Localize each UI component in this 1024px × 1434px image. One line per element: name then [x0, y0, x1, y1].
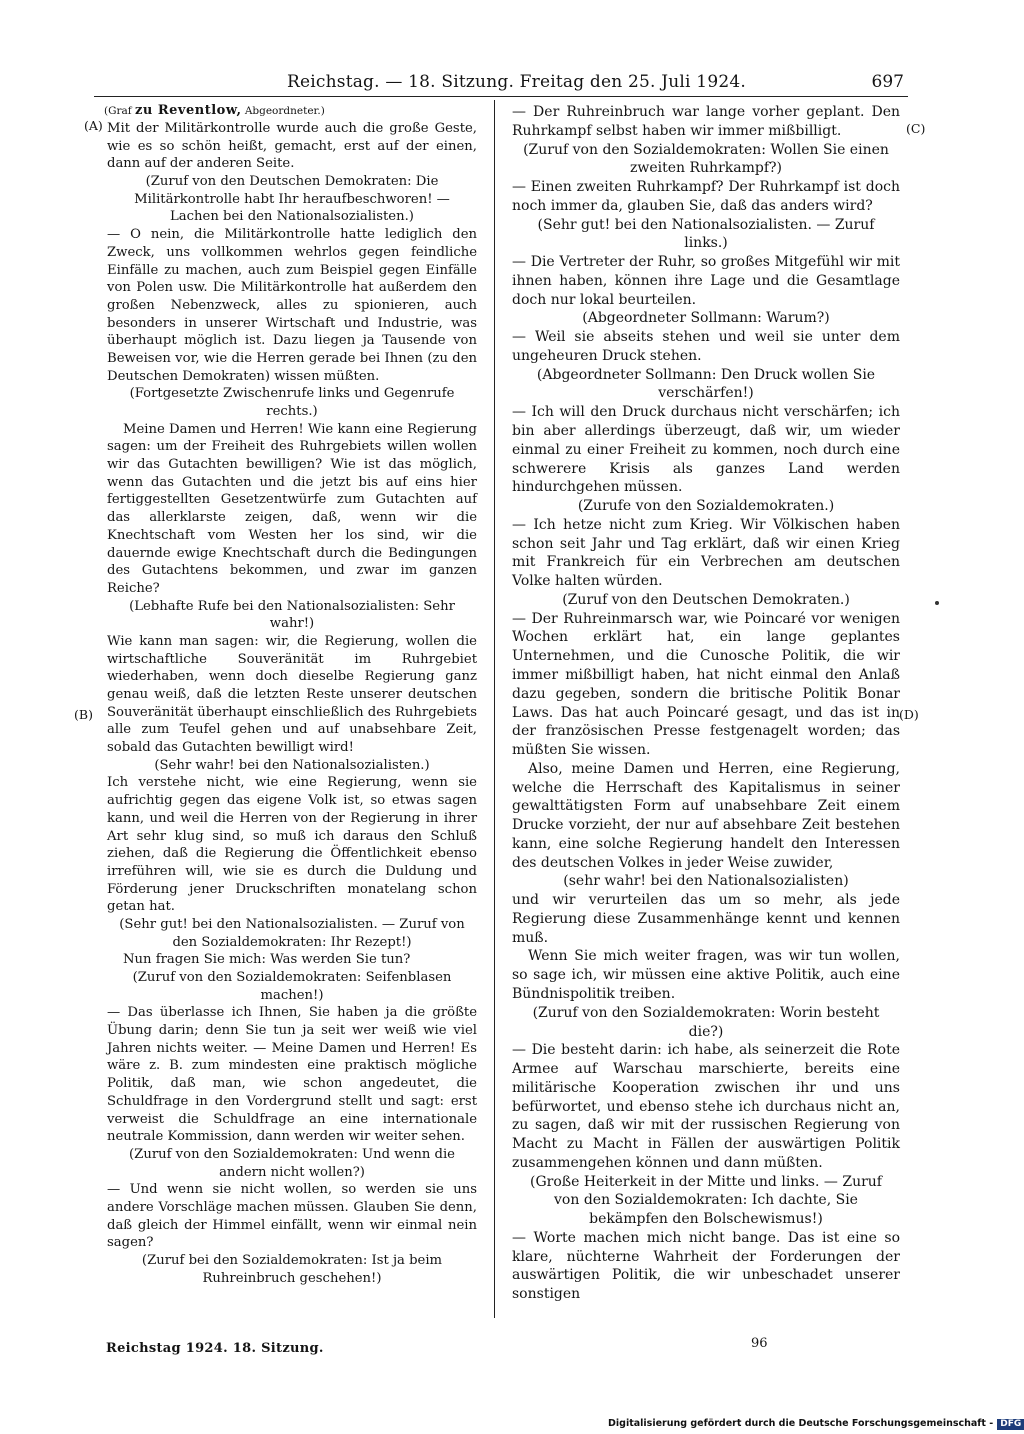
paragraph: — Ich will den Druck durchaus nicht verschärfen; ich bin aber allerdings überzeugt, daß wir, um wieder einmal zu einer Freiheit zu kommen, noch durch eine schwerere Krisis als ganzes Land werden hindurchgehen müssen. [512, 404, 900, 496]
interjection: (Sehr gut! bei den Nationalsozialisten. — Zuruf von den Sozialdemokraten: Ihr Rezept!) [119, 916, 465, 950]
speaker-line [104, 103, 477, 119]
running-header [94, 72, 904, 98]
interjection: (Zuruf von den Sozialdemokraten: Seifenblasen machen!) [132, 970, 452, 1003]
paragraph: Wenn Sie mich weiter fragen, was wir tun wollen, so sage ich, wir müssen eine aktive Politik, auch eine Bündnispolitik treiben. [512, 948, 900, 1002]
margin-mark-c: (C) [906, 121, 926, 136]
column-divider [494, 100, 495, 1318]
speaker-prefix: (Graf [104, 105, 135, 117]
interjection: (Zuruf von den Sozialdemokraten: Und wenn die andern nicht wollen?) [129, 1146, 455, 1180]
footer-volume: Reichstag 1924. 18. Sitzung. [106, 1341, 324, 1356]
paragraph: Wie kann man sagen: wir, die Regierung, wollen die wirtschaftliche Souveränität im Ruhrgebiet wiederhaben, wenn doch dieselbe Regierung ganz genau weiß, daß die letzten Reste unserer deutschen Souveränität überhaupt einschließlich des Ruhrgebiets alle zum Teufel gehen und auf unabsehbare Zeit, sobald das Gutachten bewilligt wird! [107, 633, 477, 756]
margin-mark-a: (A) [84, 118, 103, 133]
paragraph: und wir verurteilen das um so mehr, als jede Regierung diese Zusammenhänge kennt und kennen muß. [512, 892, 900, 946]
paragraph: — Das überlasse ich Ihnen, Sie haben ja die größte Übung darin; denn Sie tun ja seit wer weiß wie viel Jahren nichts weiter. — Meine Damen und Herren! Es wäre z. B. zum mindesten eine praktisch mögliche Politik, daß man, wie schon angedeutet, die Schuldfrage in den Vordergrund stellt und sagt: erst verweist die Schuldfrage an eine internationale neutrale Kommission, dann werden wir weiter sehen. [107, 1005, 477, 1145]
dfg-logo: DFG [997, 1419, 1024, 1430]
interjection: (Sehr wahr! bei den Nationalsozialisten.) [154, 757, 430, 773]
interjection: (sehr wahr! bei den Nationalsozialisten) [563, 873, 849, 890]
digitization-text: Digitalisierung gefördert durch die Deutsche Forschungsgemeinschaft - [608, 1418, 994, 1429]
paragraph: — O nein, die Militärkontrolle hatte lediglich den Zweck, uns vollkommen wehrlos gegen feindliche Einfälle zu machen, auch zum Beispiel gegen Einfälle von Polen usw. Die Militärkontrolle hat außerdem den großen Nebenzweck, alles zu spionieren, auch besonders in unserer Wirtschaft und Industrie, was überhaupt möglich ist. Dazu liegen ja Tausende von Beweisen vor, wie die Herren gerade bei Ihnen (zu den Deutschen Demokraten) wissen müßten. [107, 227, 477, 384]
paragraph: — Der Ruhreinmarsch war, wie Poincaré vor wenigen Wochen erklärt hat, ein lange geplantes Unternehmen, und die Cunosche Politik, die wir immer mißbilligt haben, hat nicht einmal den Anlaß dazu gegeben, sondern die britische Politik Bonar Laws. Das hat auch Poincaré gesagt, und das ist in der französischen Presse festgenagelt worden; das müßten Sie wissen. [512, 610, 900, 759]
digitization-note [608, 1418, 1024, 1430]
interjection: (Große Heiterkeit in der Mitte und links. — Zuruf von den Sozialdemokraten: Ich dachte, Sie bekämpfen den Bolschewismus!) [530, 1173, 882, 1228]
interjection: (Zuruf von den Sozialdemokraten: Wollen Sie einen zweiten Ruhrkampf?) [523, 141, 889, 177]
interjection: (Zuruf bei den Sozialdemokraten: Ist ja beim Ruhreinbruch geschehen!) [141, 1253, 443, 1286]
interjection: (Zurufe von den Sozialdemokraten.) [577, 498, 835, 515]
paragraph: — Worte machen mich nicht bange. Das ist eine so klare, nüchterne Wahrheit der Forderungen der auswärtigen Politik, die wir unbeschadet unserer sonstigen [512, 1229, 900, 1303]
paragraph: — Die Vertreter der Ruhr, so großes Mitgefühl wir mit ihnen haben, können ihre Lage und die Gesamtlage doch nur lokal beurteilen. [512, 254, 900, 308]
paragraph: — Und wenn sie nicht wollen, so werden sie uns andere Vorschläge machen müssen. Glauben Sie denn, daß gleich der Himmel einfällt, wenn wir einmal nein sagen? [107, 1182, 477, 1251]
margin-mark-d: (D) [899, 707, 919, 722]
speaker-suffix: Abgeordneter.) [241, 105, 325, 117]
paragraph: Meine Damen und Herren! Wie kann eine Regierung sagen: um der Freiheit des Ruhrgebiets willen wollen wir das Gutachten bewilligen? Wie ist das möglich, wenn das Gutachten und die jetzt bis auf eins hier fertiggestellten Gesetzentwürfe zum Gutachten auf das allerklarste zeigen, daß, wenn wir die Knechtschaft vom Westen her los sind, wir die dauernde ewige Knechtschaft durch die Bedingungen des Gutachtens bekommen, und zwar im ganzen Reiche? [107, 421, 477, 596]
ink-spot [935, 601, 939, 605]
footer-signature: 96 [751, 1336, 768, 1351]
paragraph: — Einen zweiten Ruhrkampf? Der Ruhrkampf ist doch noch immer da, glauben Sie, daß das anders wird? [512, 179, 900, 214]
header-rule [94, 96, 908, 97]
running-title: Reichstag. — 18. Sitzung. Freitag den 25. Juli 1924. [287, 72, 746, 92]
paragraph: — Die besteht darin: ich habe, als seinerzeit die Rote Armee auf Warschau marschierte, bereits eine militärische Kooperation zwischen ihr und uns befürwortet, und ebenso stehe ich durchaus nicht an, zu sagen, daß wir mit der russischen Regierung von Macht zu Macht in Fällen der auswärtigen Politik zusammengehen können und dann müßten. [512, 1042, 900, 1171]
page-number: 697 [871, 72, 904, 92]
paragraph: Nun fragen Sie mich: Was werden Sie tun? [123, 952, 411, 968]
paragraph: — Weil sie abseits stehen und weil sie unter dem ungeheuren Druck stehen. [512, 329, 900, 364]
paragraph: — Ich hetze nicht zum Krieg. Wir Völkischen haben schon seit Jahr und Tag erklärt, daß wir einen Krieg mit Frankreich für ein Verbrechen am deutschen Volke halten würden. [512, 516, 900, 590]
right-column [512, 103, 900, 1304]
interjection: (Lebhafte Rufe bei den Nationalsozialisten: Sehr wahr!) [129, 598, 455, 632]
interjection: (Zuruf von den Sozialdemokraten: Worin besteht die?) [532, 1004, 880, 1040]
paragraph: Also, meine Damen und Herren, eine Regierung, welche die Herrschaft des Kapitalismus in seiner gewalttätigsten Form auf unabsehbare Zeit einem Drucke vorzieht, der nur auf absehbare Zeit bestehen kann, eine solche Regierung handelt den Interessen des deutschen Volkes in jeder Weise zuwider, [512, 760, 900, 871]
left-column [104, 103, 477, 1287]
interjection: (Abgeordneter Sollmann: Den Druck wollen Sie verschärfen!) [536, 366, 876, 402]
interjection: (Fortgesetzte Zwischenrufe links und Gegenrufe rechts.) [129, 386, 455, 419]
interjection: (Sehr gut! bei den Nationalsozialisten. — Zuruf links.) [537, 216, 875, 252]
interjection: (Zuruf von den Deutschen Demokraten: Die Militärkontrolle habt Ihr heraufbeschworen! — Lachen bei den Nationalsozialisten.) [134, 174, 450, 225]
paragraph: Ich verstehe nicht, wie eine Regierung, wenn sie aufrichtig gegen das eigene Volk ist, so etwas sagen kann, und weil die Herren von der Regierung in ihrer Art sehr klug sind, so muß ich daraus den Schluß ziehen, daß die Regierung die Öffentlichkeit ebenso irreführen will, wie sie es durch die Duldung und Förderung jener Druckschriften monatelang schon getan hat. [107, 775, 477, 915]
paragraph: Mit der Militärkontrolle wurde auch die große Geste, wie es so schön heißt, gemacht, erst auf der einen, dann auf der anderen Seite. [107, 121, 477, 172]
paragraph: — Der Ruhreinbruch war lange vorher geplant. Den Ruhrkampf selbst haben wir immer mißbilligt. [512, 104, 900, 139]
interjection: (Zuruf von den Deutschen Demokraten.) [562, 591, 850, 608]
speaker-name: zu Reventlow, [135, 103, 242, 118]
interjection: (Abgeordneter Sollmann: Warum?) [582, 310, 830, 327]
margin-mark-b: (B) [74, 707, 93, 722]
